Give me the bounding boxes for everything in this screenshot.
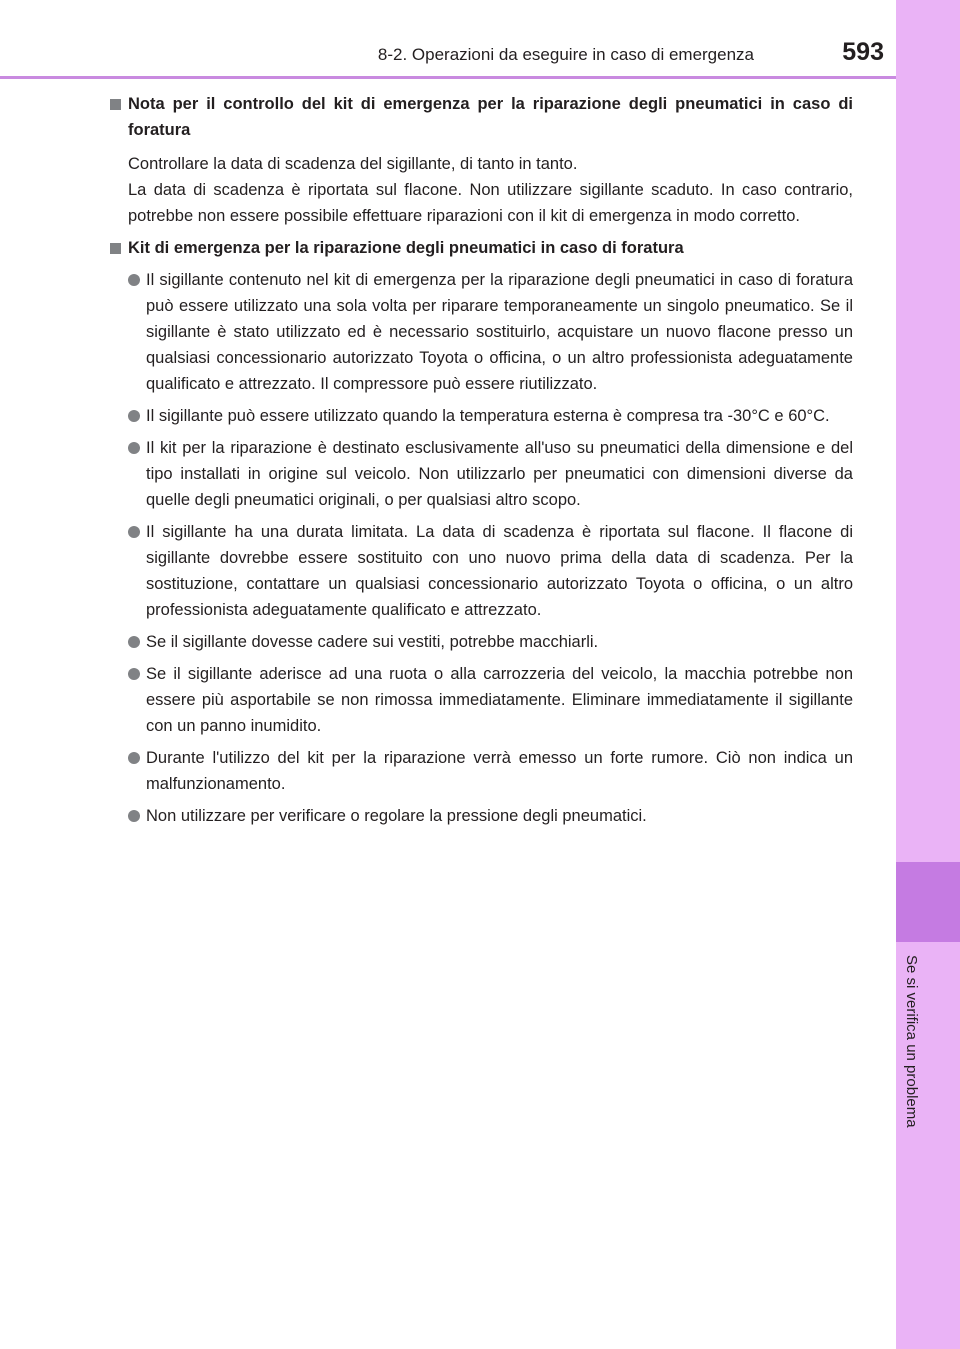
list-item-text: Durante l'utilizzo del kit per la riparazione verrà emesso un forte rumore. Ciò non indica un malfunzionamento. xyxy=(146,749,853,793)
list-item-text: Il kit per la riparazione è destinato esclusivamente all'uso su pneumatici della dimensione e del tipo installati in origine sul veicolo. Non utilizzarlo per pneumatici con dimensioni diverse da quelle degli pneumatici originali, o per qualsiasi altro scopo. xyxy=(146,439,853,509)
list-item-text: Il sigillante può essere utilizzato quando la temperatura esterna è compresa tra -30°C e 60°C. xyxy=(146,407,830,425)
list-item xyxy=(110,803,853,829)
square-bullet-icon xyxy=(110,99,121,110)
list-item-text: Il sigillante contenuto nel kit di emergenza per la riparazione degli pneumatici in caso di foratura può essere utilizzato una sola volta per riparare temporaneamente un singolo pneumatico. Se il sigillante è stato utilizzato ed è necessario sostituirlo, acquistare un nuovo flacone presso un qualsiasi concessionario autorizzato Toyota o officina, o un altro professionista adeguatamente qualificato e attrezzato. Il compressore può essere riutilizzato. xyxy=(146,271,853,393)
list-item xyxy=(110,435,853,513)
circle-bullet-icon xyxy=(128,636,140,648)
list-item-text: Se il sigillante aderisce ad una ruota o alla carrozzeria del veicolo, la macchia potrebbe non essere più asportabile se non rimossa immediatamente. Eliminare immediatamente il sigillante con un panno inumidito. xyxy=(146,665,853,735)
section-title: 8-2. Operazioni da eseguire in caso di emergenza xyxy=(377,45,754,64)
list-item-text: Il sigillante ha una durata limitata. La data di scadenza è riportata sul flacone. Il flacone di sigillante dovrebbe essere sostituito con uno nuovo prima della data di scadenza. Per la sostituzione, contattare un qualsiasi concessionario autorizzato Toyota o officina, o un altro professionista adeguatamente qualificato e attrezzato. xyxy=(146,523,853,619)
square-bullet-icon xyxy=(110,243,121,254)
circle-bullet-icon xyxy=(128,668,140,680)
page-content xyxy=(110,91,853,829)
list-item xyxy=(110,519,853,623)
bullet-list xyxy=(110,267,853,829)
body-paragraph: Controllare la data di scadenza del sigillante, di tanto in tanto. xyxy=(128,155,578,173)
circle-bullet-icon xyxy=(128,810,140,822)
chapter-sidebar xyxy=(896,0,960,1349)
circle-bullet-icon xyxy=(128,410,140,422)
list-item xyxy=(110,745,853,797)
circle-bullet-icon xyxy=(128,442,140,454)
circle-bullet-icon xyxy=(128,526,140,538)
page-number: 593 xyxy=(842,38,884,66)
list-item xyxy=(110,403,853,429)
list-item xyxy=(110,629,853,655)
header-rule xyxy=(0,76,896,79)
list-item xyxy=(110,661,853,739)
section-heading-text: Nota per il controllo del kit di emergenza per la riparazione degli pneumatici in caso di foratura xyxy=(128,95,853,139)
list-item-text: Non utilizzare per verificare o regolare la pressione degli pneumatici. xyxy=(146,807,647,825)
list-item xyxy=(110,267,853,397)
chapter-tab xyxy=(896,862,960,942)
circle-bullet-icon xyxy=(128,752,140,764)
body-paragraph: La data di scadenza è riportata sul flacone. Non utilizzare sigillante scaduto. In caso contrario, potrebbe non essere possibile effettuare riparazioni con il kit di emergenza in modo corretto. xyxy=(128,181,853,225)
circle-bullet-icon xyxy=(128,274,140,286)
list-item-text: Se il sigillante dovesse cadere sui vestiti, potrebbe macchiarli. xyxy=(146,633,599,651)
chapter-number: 8 xyxy=(27,884,37,901)
section-heading xyxy=(110,91,853,143)
section-heading xyxy=(110,235,853,261)
section-heading-text: Kit di emergenza per la riparazione degli pneumatici in caso di foratura xyxy=(128,239,684,257)
chapter-title: Se si verifica un problema xyxy=(903,955,920,1128)
